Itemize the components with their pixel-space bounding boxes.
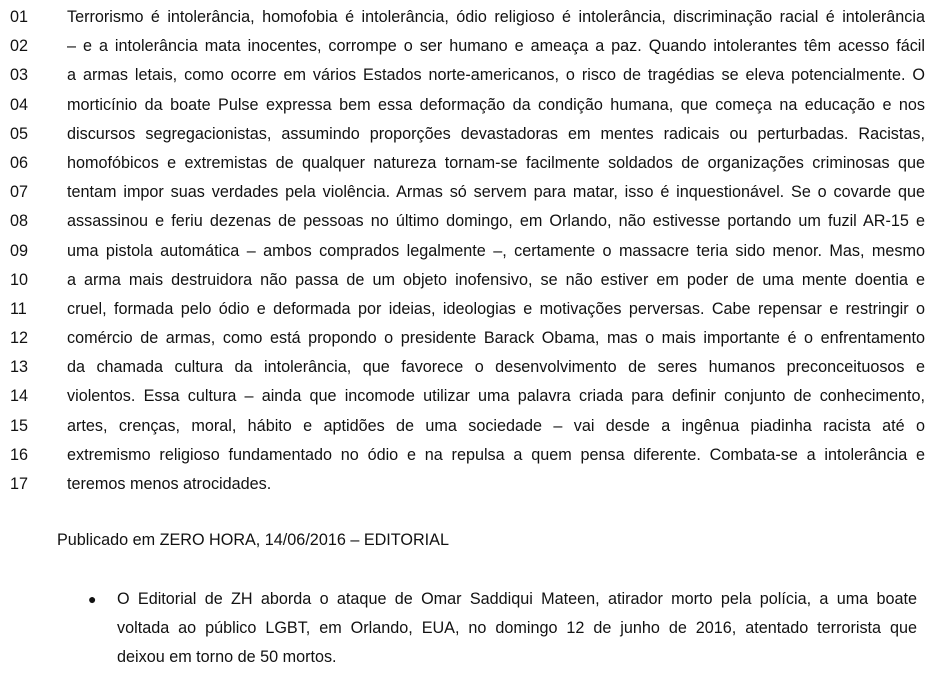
line-number: 11 [10, 299, 27, 318]
bullet-marker-icon: ● [88, 591, 97, 607]
text-line [0, 3, 930, 32]
text-line [0, 178, 930, 207]
line-number: 07 [10, 183, 29, 202]
line-number: 03 [10, 66, 29, 85]
line-number: 14 [10, 387, 29, 406]
bullet-item [88, 585, 918, 672]
line-text: a arma mais destruidora não passa de um objeto inofensivo, se não estiver em poder de uma mente doentia e [67, 270, 925, 289]
line-text: teremos menos atrocidades. [67, 475, 272, 493]
line-text: extremismo religioso fundamentado no ódio e na repulsa a quem pensa diferente. Combata-se a intolerância e [67, 445, 925, 464]
line-number: 04 [10, 95, 29, 114]
line-text: da chamada cultura da intolerância, que favorece o desenvolvimento de seres humanos preconceituosos e [67, 358, 925, 377]
line-number: 10 [10, 270, 29, 289]
bullet-line: voltada ao público LGBT, em Orlando, EUA, no domingo 12 de junho de 2016, atentado terrorista que [117, 619, 917, 637]
line-number: 05 [10, 124, 29, 143]
text-line [0, 295, 930, 324]
text-line [0, 412, 930, 441]
line-text: discursos segregacionistas, assumindo proporções devastadoras em mentes radicais ou perturbadas. Racistas, [67, 124, 925, 143]
line-number: 09 [10, 241, 29, 260]
numbered-text-block [0, 3, 930, 499]
line-text: tentam impor suas verdades pela violência. Armas só servem para matar, isso é inquestionável. Se o covarde que [67, 183, 925, 202]
line-number: 16 [10, 445, 29, 464]
line-number: 01 [10, 8, 29, 26]
line-number: 13 [10, 358, 29, 377]
text-line [0, 32, 930, 61]
text-line [0, 120, 930, 149]
line-text: uma pistola automática – ambos comprados legalmente –, certamente o massacre teria sido menor. Mas, mesmo [67, 241, 925, 260]
line-text: comércio de armas, como está propondo o presidente Barack Obama, mas o mais importante é o enfrentamento [67, 329, 925, 348]
text-line [0, 237, 930, 266]
line-text: violentos. Essa cultura – ainda que incomode utilizar uma palavra criada para definir conjunto de conhecimento, [67, 387, 925, 406]
text-line [0, 207, 930, 236]
text-line [0, 149, 930, 178]
text-line [0, 470, 930, 499]
text-line [0, 353, 930, 382]
bullet-line: deixou em torno de 50 mortos. [117, 648, 337, 666]
line-text: morticínio da boate Pulse expressa bem essa deformação da condição humana, que começa na educação e nos [67, 95, 925, 114]
line-text: Terrorismo é intolerância, homofobia é intolerância, ódio religioso é intolerância, discriminação racial é intolerância [67, 8, 925, 26]
line-text: – e a intolerância mata inocentes, corrompe o ser humano e ameaça a paz. Quando intolerantes têm acesso fácil [67, 37, 925, 56]
line-number: 17 [10, 475, 29, 493]
text-line [0, 382, 930, 411]
line-text: a armas letais, como ocorre em vários Estados norte-americanos, o risco de tragédias se eleva potencialmente. O [67, 66, 925, 85]
text-line [0, 61, 930, 90]
text-line [0, 266, 930, 295]
line-number: 15 [10, 416, 29, 435]
line-text: homofóbicos e extremistas de qualquer natureza tornam-se facilmente soldados de organizações criminosas que [67, 153, 925, 172]
line-text: assassinou e feriu dezenas de pessoas no último domingo, em Orlando, não estivesse portando um fuzil AR-15 e [67, 212, 925, 231]
text-line [0, 91, 930, 120]
text-line [0, 441, 930, 470]
line-number: 12 [10, 329, 29, 348]
line-number: 06 [10, 153, 29, 172]
bullet-text [117, 585, 917, 672]
line-number: 08 [10, 212, 29, 231]
text-line [0, 324, 930, 353]
publication-credit: Publicado em ZERO HORA, 14/06/2016 – EDITORIAL [57, 531, 449, 549]
line-text: cruel, formada pelo ódio e deformada por ideias, ideologias e motivações perversas. Cabe repensar e restringir o [67, 299, 925, 318]
line-number: 02 [10, 37, 29, 56]
bullet-line: O Editorial de ZH aborda o ataque de Omar Saddiqui Mateen, atirador morto pela polícia, a uma boate [117, 590, 917, 608]
line-text: artes, crenças, moral, hábito e aptidões de uma sociedade – vai desde a ingênua piadinha racista até o [67, 416, 925, 435]
